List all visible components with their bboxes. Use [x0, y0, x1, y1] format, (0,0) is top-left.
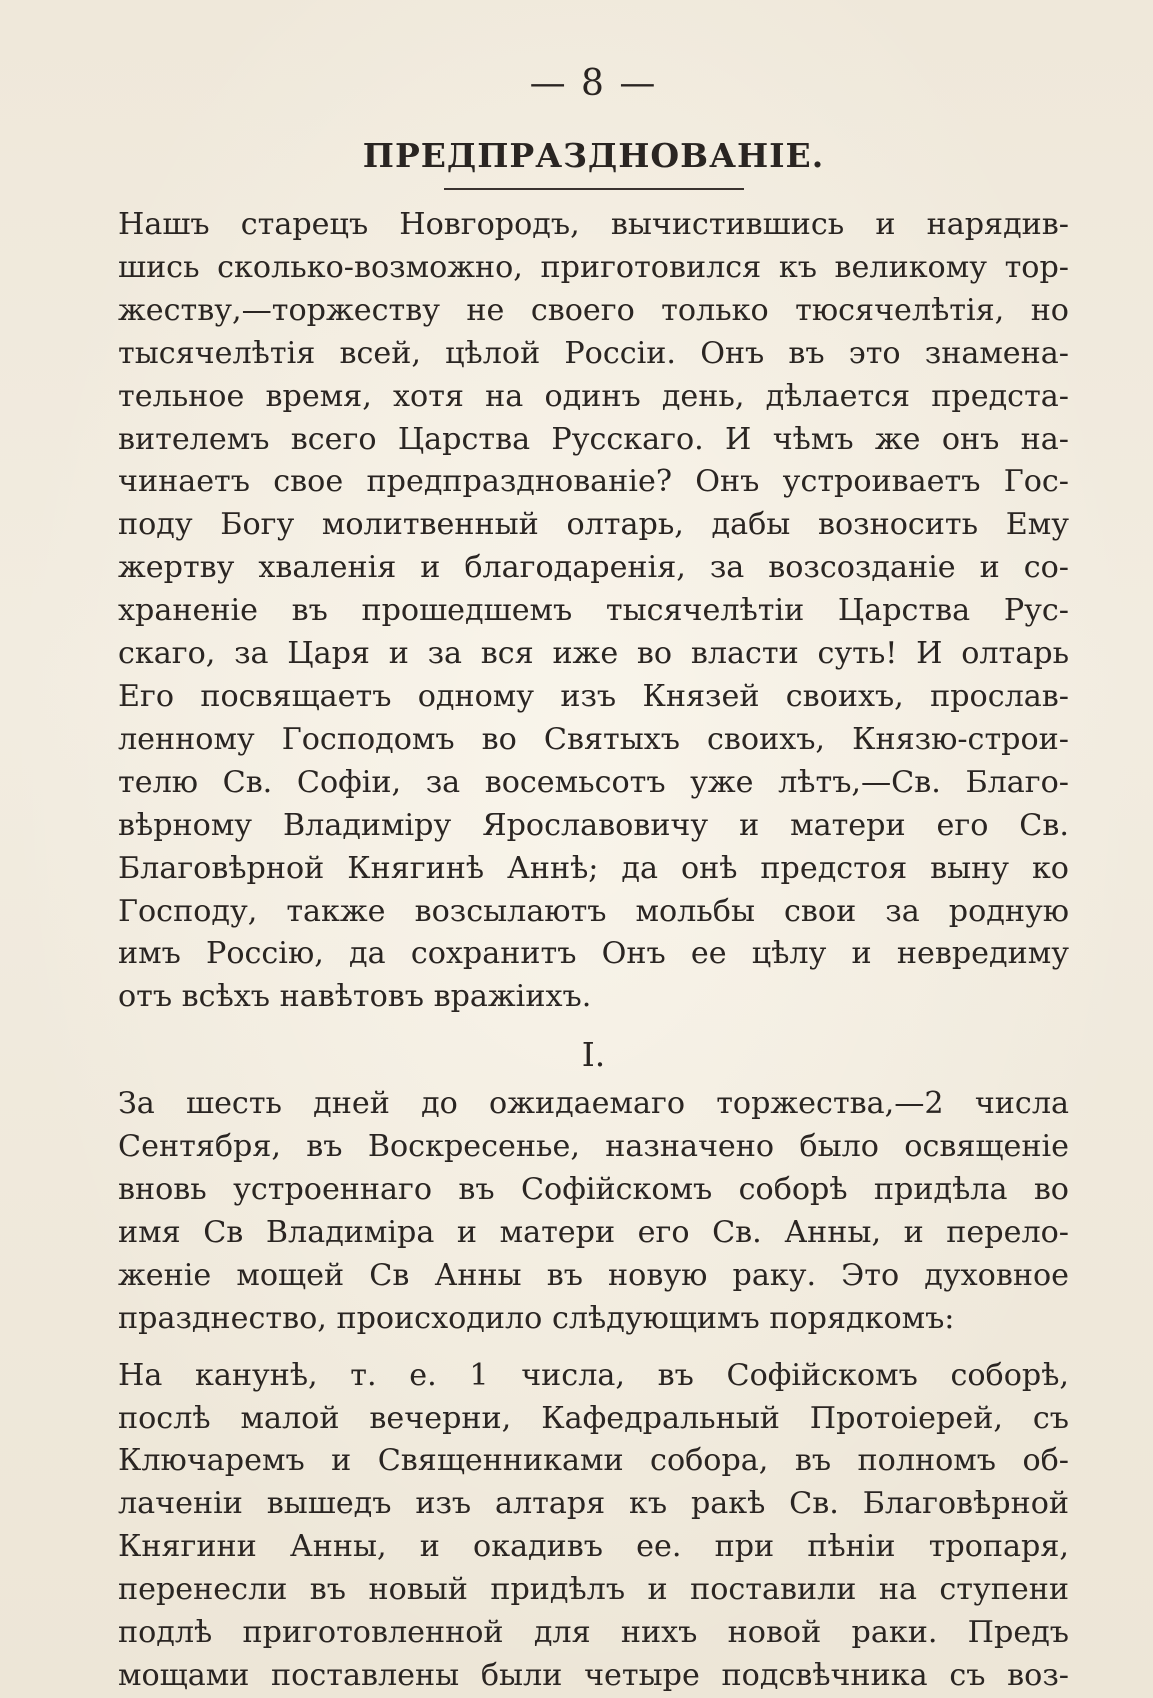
text-line: имъ Россію, да сохранитъ Онъ ее цѣлу и невредиму [118, 936, 1069, 972]
text-line: лаченіи вышедъ изъ алтаря къ ракѣ Св. Благовѣрной [118, 1486, 1069, 1522]
paragraph-3 [118, 1355, 1069, 1698]
text-line: имя Св Владиміра и матери его Св. Анны, и перело- [118, 1214, 1069, 1250]
text-line: телю Св. Софіи, за восемьсотъ уже лѣтъ,—Св. Благо- [118, 764, 1069, 800]
text-line: Княгини Анны, и окадивъ ее. при пѣніи тропаря, [118, 1529, 1069, 1565]
text-line: чинаетъ свое предпразднованіе? Онъ устроиваетъ Гос- [118, 464, 1069, 500]
text-line: храненіе въ прошедшемъ тысячелѣтіи Царства Рус- [118, 593, 1069, 629]
text-line: вновь устроеннаго въ Софійскомъ соборѣ придѣла во [118, 1172, 1069, 1208]
text-line: На канунѣ, т. е. 1 числа, въ Софійскомъ соборѣ, [118, 1357, 1069, 1393]
text-line: жеству,—торжеству не своего только тюсячелѣтія, но [118, 292, 1069, 328]
text-line: Сентября, въ Воскресенье, назначено было освященіе [118, 1129, 1069, 1165]
text-line: перенесли въ новый придѣлъ и поставили на ступени [118, 1572, 1069, 1608]
paragraph-2 [118, 1083, 1069, 1340]
section-number: I. [581, 1035, 606, 1075]
text-line: Благовѣрной Княгинѣ Аннѣ; да онѣ предстоя выну ко [118, 850, 1069, 886]
text-line: скаго, за Царя и за вся иже во власти суть! И олтарь [118, 636, 1069, 672]
text-line: тельное время, хотя на одинъ день, дѣлается предста- [118, 378, 1069, 414]
text-line: Ключаремъ и Священниками собора, въ полномъ об- [118, 1443, 1069, 1479]
text-line: поду Богу молитвенный олтарь, дабы возносить Ему [118, 507, 1069, 543]
text-line: Его посвящаетъ одному изъ Князей своихъ, прослав- [118, 678, 1069, 714]
text-line: ленному Господомъ во Святыхъ своихъ, Князю-строи- [118, 721, 1069, 757]
text-line: тысячелѣтія всей, цѣлой Россіи. Онъ въ это знамена- [118, 335, 1069, 371]
page-number: — 8 — [529, 63, 658, 104]
text-line: празднество, происходило слѣдующимъ порядкомъ: [118, 1300, 955, 1336]
chapter-heading: ПРЕДПРАЗДНОВАНІЕ. [362, 136, 825, 175]
text-line: Господу, также возсылаютъ мольбы свои за родную [118, 893, 1069, 929]
text-line: За шесть дней до ожидаемаго торжества,—2 числа [118, 1086, 1069, 1122]
text-line: вителемъ всего Царства Русскаго. И чѣмъ же онъ на- [118, 421, 1069, 457]
text-line: вѣрному Владиміру Ярославовичу и матери его Св. [118, 807, 1069, 843]
heading-rule [444, 188, 744, 190]
text-line: жертву хваленія и благодаренія, за возсозданіе и со- [118, 550, 1069, 586]
paragraph-1 [118, 204, 1069, 1019]
text-line: мощами поставлены были четыре подсвѣчника съ воз- [118, 1658, 1069, 1693]
text-line: послѣ малой вечерни, Кафедральный Протоіерей, съ [118, 1400, 1069, 1436]
text-line: отъ всѣхъ навѣтовъ вражіихъ. [118, 979, 592, 1015]
text-line: подлѣ приготовленной для нихъ новой раки. Предъ [118, 1615, 1069, 1651]
text-line: женіе мощей Св Анны въ новую раку. Это духовное [118, 1257, 1069, 1293]
text-line: шись сколько-возможно, приготовился къ великому тор- [118, 249, 1069, 285]
text-line: Нашъ старецъ Новгородъ, вычистившись и нарядив- [118, 207, 1069, 242]
